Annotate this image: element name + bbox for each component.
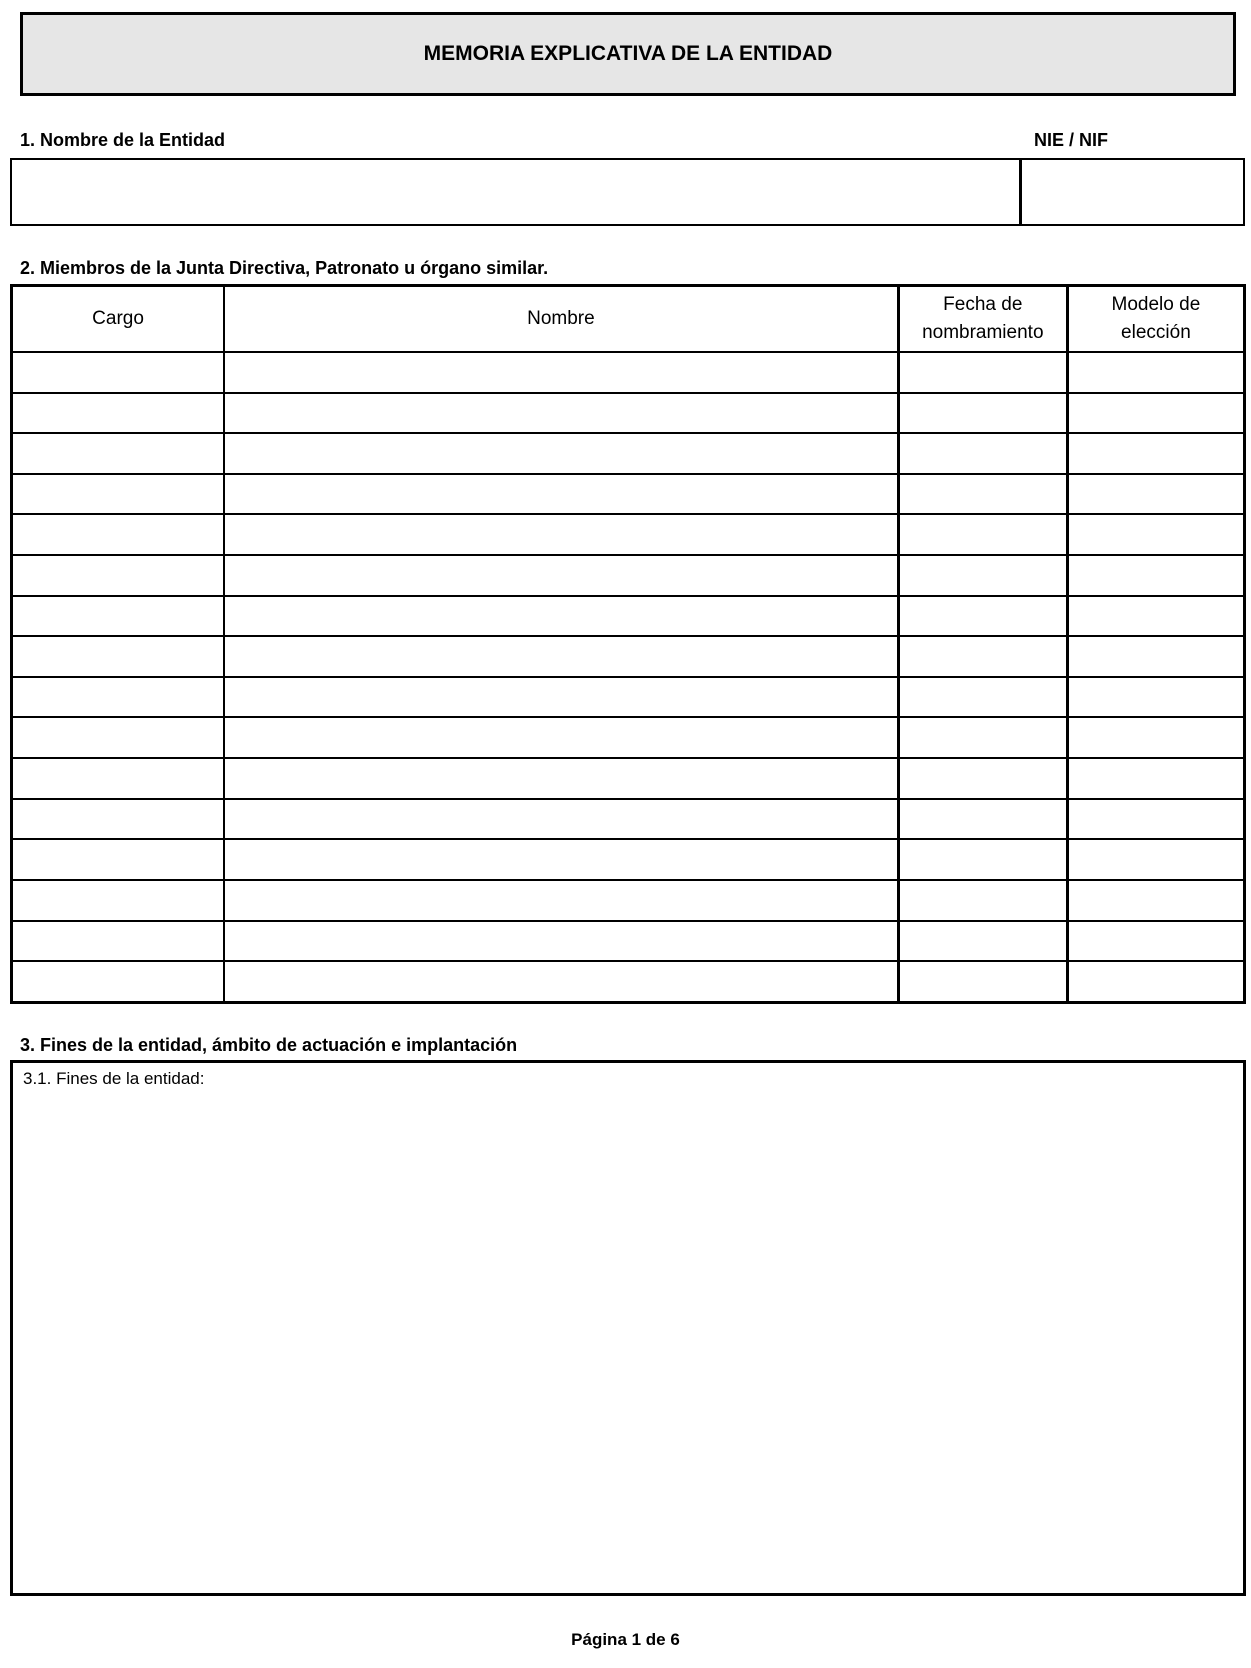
nombre-cell[interactable] <box>224 393 898 434</box>
fecha-cell[interactable] <box>898 758 1067 799</box>
modelo-cell[interactable] <box>1067 717 1244 758</box>
nombre-cell[interactable] <box>224 799 898 840</box>
nombre-cell[interactable] <box>224 636 898 677</box>
nombre-cell[interactable] <box>224 596 898 637</box>
nombre-cell[interactable] <box>224 433 898 474</box>
column-header-fecha-line1: Fecha de <box>943 294 1023 315</box>
table-row <box>12 717 1245 758</box>
column-header-cargo: Cargo <box>12 286 225 353</box>
cargo-cell[interactable] <box>12 636 225 677</box>
modelo-cell[interactable] <box>1067 677 1244 718</box>
column-header-modelo-line2: elección <box>1121 322 1191 343</box>
cargo-cell[interactable] <box>12 596 225 637</box>
modelo-cell[interactable] <box>1067 433 1244 474</box>
modelo-cell[interactable] <box>1067 839 1244 880</box>
fecha-cell[interactable] <box>898 555 1067 596</box>
modelo-cell[interactable] <box>1067 555 1244 596</box>
document-title: MEMORIA EXPLICATIVA DE LA ENTIDAD <box>423 42 833 65</box>
nombre-cell[interactable] <box>224 921 898 962</box>
fecha-cell[interactable] <box>898 474 1067 515</box>
cargo-cell[interactable] <box>12 880 225 921</box>
fecha-cell[interactable] <box>898 393 1067 434</box>
nombre-cell[interactable] <box>224 839 898 880</box>
table-row <box>12 758 1245 799</box>
ends-box[interactable] <box>10 1060 1246 1596</box>
fecha-cell[interactable] <box>898 880 1067 921</box>
cargo-cell[interactable] <box>12 393 225 434</box>
section-3-label: 3. Fines de la entidad, ámbito de actuación e implantación <box>20 1035 518 1055</box>
column-header-fecha-line2: nombramiento <box>922 322 1044 343</box>
table-row <box>12 474 1245 515</box>
fecha-cell[interactable] <box>898 839 1067 880</box>
modelo-cell[interactable] <box>1067 880 1244 921</box>
table-row <box>12 514 1245 555</box>
entity-name-field[interactable] <box>12 160 1019 224</box>
nombre-cell[interactable] <box>224 717 898 758</box>
cargo-cell[interactable] <box>12 717 225 758</box>
table-row <box>12 921 1245 962</box>
cargo-cell[interactable] <box>12 921 225 962</box>
nif-label: NIE / NIF <box>1034 130 1109 150</box>
cargo-cell[interactable] <box>12 799 225 840</box>
cargo-cell[interactable] <box>12 758 225 799</box>
fecha-cell[interactable] <box>898 921 1067 962</box>
table-row <box>12 352 1245 393</box>
modelo-cell[interactable] <box>1067 758 1244 799</box>
document-title-box <box>20 12 1236 96</box>
nombre-cell[interactable] <box>224 880 898 921</box>
cargo-cell[interactable] <box>12 677 225 718</box>
table-row <box>12 961 1245 1002</box>
table-row <box>12 393 1245 434</box>
modelo-cell[interactable] <box>1067 474 1244 515</box>
table-row <box>12 636 1245 677</box>
column-header-fecha <box>898 286 1067 353</box>
ends-field[interactable] <box>23 1095 1233 1583</box>
modelo-cell[interactable] <box>1067 393 1244 434</box>
modelo-cell[interactable] <box>1067 799 1244 840</box>
nif-field[interactable] <box>1022 160 1243 224</box>
cargo-cell[interactable] <box>12 961 225 1002</box>
fecha-cell[interactable] <box>898 514 1067 555</box>
members-table-header <box>12 286 1245 353</box>
modelo-cell[interactable] <box>1067 596 1244 637</box>
entity-name-box <box>10 158 1245 226</box>
section-1-label: 1. Nombre de la Entidad <box>20 130 226 150</box>
fecha-cell[interactable] <box>898 352 1067 393</box>
modelo-cell[interactable] <box>1067 514 1244 555</box>
cargo-cell[interactable] <box>12 839 225 880</box>
table-row <box>12 677 1245 718</box>
cargo-cell[interactable] <box>12 555 225 596</box>
column-header-modelo <box>1067 286 1244 353</box>
cargo-cell[interactable] <box>12 514 225 555</box>
column-header-modelo-line1: Modelo de <box>1111 294 1201 315</box>
modelo-cell[interactable] <box>1067 921 1244 962</box>
section-2-label: 2. Miembros de la Junta Directiva, Patronato u órgano similar. <box>20 258 549 278</box>
table-row <box>12 880 1245 921</box>
fecha-cell[interactable] <box>898 636 1067 677</box>
ends-sub-label: 3.1. Fines de la entidad: <box>23 1069 205 1088</box>
nombre-cell[interactable] <box>224 555 898 596</box>
table-row <box>12 839 1245 880</box>
cargo-cell[interactable] <box>12 474 225 515</box>
column-header-nombre: Nombre <box>224 286 898 353</box>
fecha-cell[interactable] <box>898 799 1067 840</box>
cargo-cell[interactable] <box>12 352 225 393</box>
fecha-cell[interactable] <box>898 677 1067 718</box>
nombre-cell[interactable] <box>224 677 898 718</box>
nombre-cell[interactable] <box>224 514 898 555</box>
modelo-cell[interactable] <box>1067 636 1244 677</box>
modelo-cell[interactable] <box>1067 961 1244 1002</box>
fecha-cell[interactable] <box>898 961 1067 1002</box>
nombre-cell[interactable] <box>224 474 898 515</box>
members-table <box>10 284 1246 1004</box>
nombre-cell[interactable] <box>224 758 898 799</box>
table-row <box>12 433 1245 474</box>
fecha-cell[interactable] <box>898 433 1067 474</box>
nombre-cell[interactable] <box>224 961 898 1002</box>
page-number: Página 1 de 6 <box>571 1630 680 1649</box>
fecha-cell[interactable] <box>898 596 1067 637</box>
table-row <box>12 596 1245 637</box>
table-row <box>12 555 1245 596</box>
fecha-cell[interactable] <box>898 717 1067 758</box>
modelo-cell[interactable] <box>1067 352 1244 393</box>
nombre-cell[interactable] <box>224 352 898 393</box>
table-row <box>12 799 1245 840</box>
cargo-cell[interactable] <box>12 433 225 474</box>
